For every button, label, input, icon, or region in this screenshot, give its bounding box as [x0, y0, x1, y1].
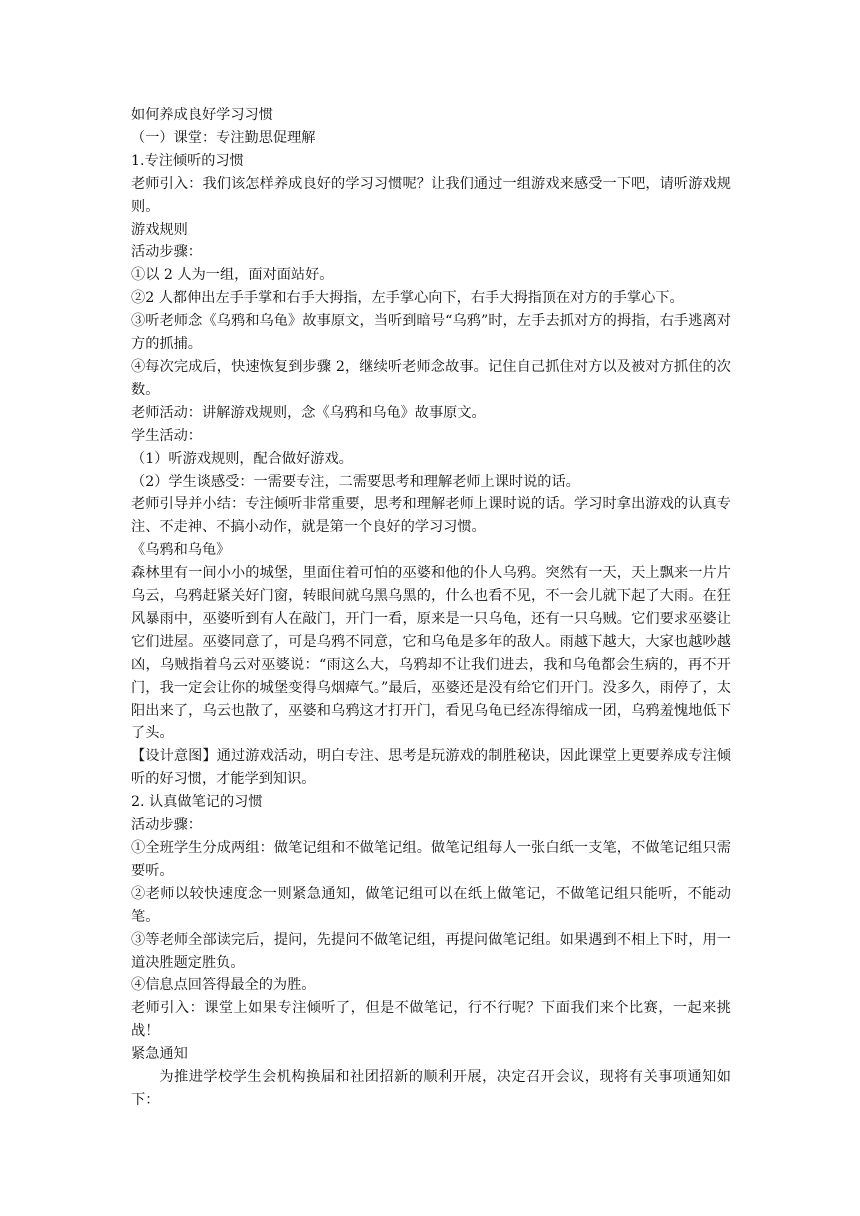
subsection-heading: 1.专注倾听的习惯 — [131, 152, 244, 169]
story-body-paragraph: 森林里有一间小小的城堡，里面住着可怕的巫婆和他的仆人乌鸦。突然有一天，天上飘来一片片乌云，乌鸦赶紧关好门窗，转眼间就乌黑乌黑的，什么也看不见，不一会儿就下起了大雨。在狂风暴雨中，巫婆听到有人在敲门，开门一看，原来是一只乌龟，还有一只乌贼。它们要求巫婆让它们进屋。巫婆同意了，可是乌鸦不同意，它和乌龟是多年的敌人。雨越下越大，大家也越吵越凶，乌贼指着乌云对巫婆说：“雨这么大，乌鸦却不让我们进去，我和乌龟都会生病的，再不开门，我一定会让你的城堡变得乌烟瘴气。”最后，巫婆还是没有给它们开门。没多久，雨停了，太阳出来了，乌云也散了，巫婆和乌鸦这才打开门，看见乌龟已经冻得缩成一团，乌鸦羞愧地低下了头。 — [131, 565, 731, 742]
step-item: ②老师以较快速度念一则紧急通知，做笔记组可以在纸上做笔记，不做笔记组只能听，不能动笔。 — [131, 885, 731, 925]
teacher-activity-paragraph: 老师活动：讲解游戏规则，念《乌鸦和乌龟》故事原文。 — [131, 404, 486, 421]
student-activity-label: 学生活动： — [131, 427, 202, 444]
design-intent-paragraph: 【设计意图】通过游戏活动，明白专注、思考是玩游戏的制胜秘诀，因此课堂上更要养成专注倾听的好习惯，才能学到知识。 — [131, 748, 731, 788]
activity-steps-label: 活动步骤： — [131, 817, 202, 834]
step-item: ④信息点回答得最全的为胜。 — [131, 977, 316, 994]
notice-title: 紧急通知 — [131, 1046, 188, 1063]
story-title: 《乌鸦和乌龟》 — [131, 542, 231, 559]
notice-body-paragraph: 为推进学校学生会机构换届和社团招新的顺利开展，决定召开会议，现将有关事项通知如下： — [131, 1069, 731, 1108]
document-title: 如何养成良好学习习惯 — [131, 107, 273, 123]
step-item: ④每次完成后，快速恢复到步骤 2，继续听老师念故事。记住自己抓住对方以及被对方抓住的次数。 — [131, 358, 731, 398]
teacher-summary-paragraph: 老师引导并小结：专注倾听非常重要，思考和理解老师上课时说的话。学习时拿出游戏的认真专注、不走神、不搞小动作，就是第一个良好的学习习惯。 — [131, 496, 731, 536]
activity-steps-label: 活动步骤： — [131, 244, 202, 261]
step-item: ③等老师全部读完后，提问，先提问不做笔记组，再提问做笔记组。如果遇到不相上下时，用一道决胜题定胜负。 — [131, 931, 731, 971]
document-page — [131, 104, 731, 1112]
step-item: ①以 2 人为一组，面对面站好。 — [131, 267, 334, 284]
student-activity-item: （2）学生谈感受：一需要专注，二需要思考和理解老师上课时说的话。 — [131, 473, 580, 490]
subsection-heading: 2. 认真做笔记的习惯 — [131, 794, 263, 811]
section-heading: （一）课堂：专注勤思促理解 — [131, 129, 316, 146]
student-activity-item: （1）听游戏规则，配合做好游戏。 — [131, 450, 353, 467]
teacher-intro-paragraph: 老师引入：我们该怎样养成良好的学习习惯呢？让我们通过一组游戏来感受一下吧，请听游戏规则。 — [131, 175, 731, 215]
step-item: ①全班学生分成两组：做笔记组和不做笔记组。做笔记组每人一张白纸一支笔，不做笔记组只需要听。 — [131, 840, 731, 879]
teacher-intro-paragraph: 老师引入：课堂上如果专注倾听了，但是不做笔记，行不行呢？下面我们来个比赛，一起来挑战！ — [131, 1000, 731, 1040]
step-item: ③听老师念《乌鸦和乌龟》故事原文，当听到暗号“乌鸦”时，左手去抓对方的拇指，右手逃离对方的抓捕。 — [131, 313, 731, 353]
step-item: ②2 人都伸出左手手掌和右手大拇指，左手掌心向下，右手大拇指顶在对方的手掌心下。 — [131, 290, 684, 307]
game-rules-heading: 游戏规则 — [131, 221, 188, 238]
